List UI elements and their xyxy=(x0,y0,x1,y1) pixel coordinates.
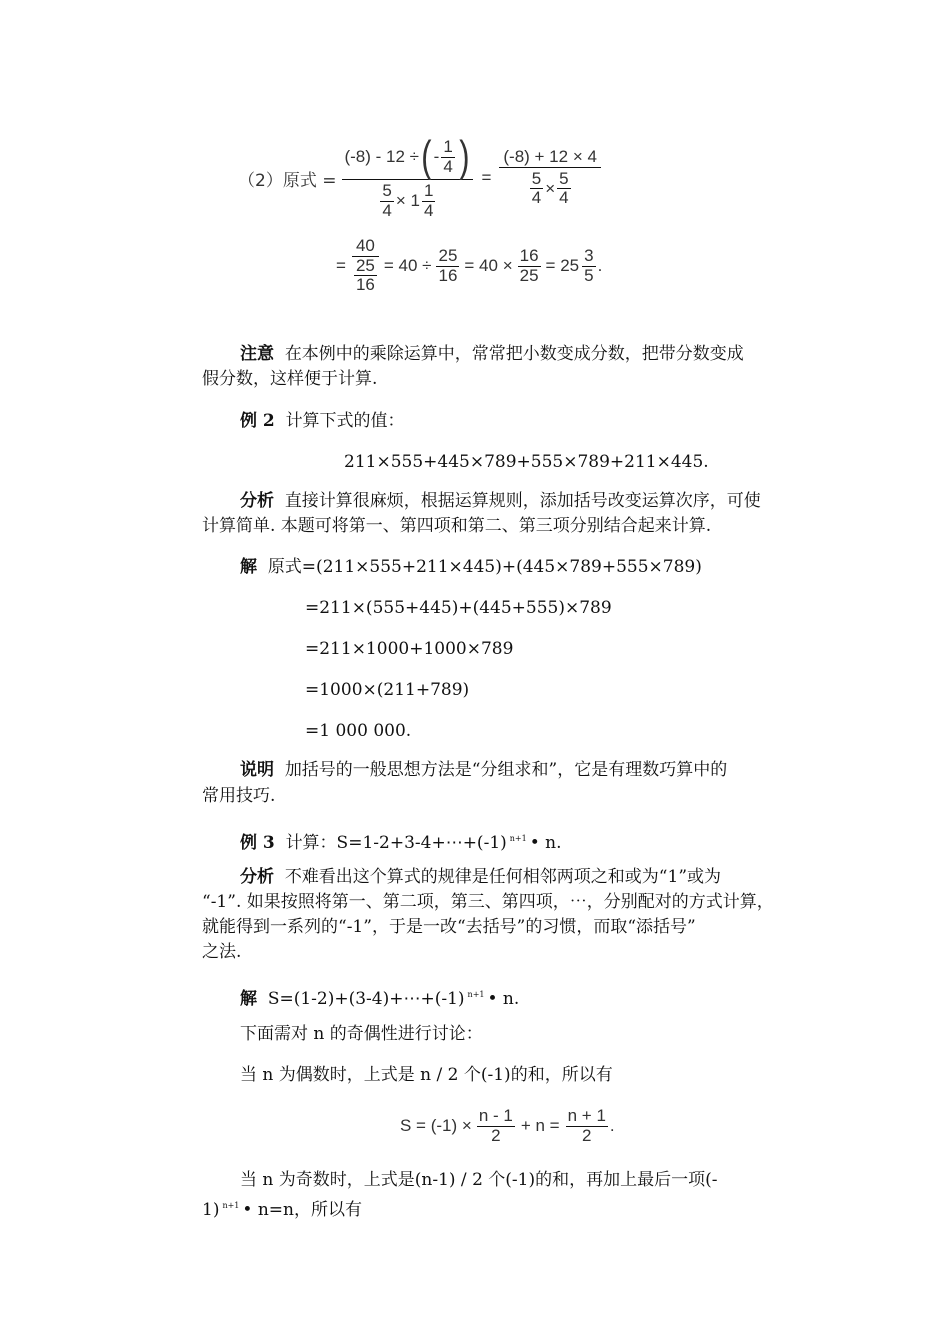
analysis2-line4: 之法. xyxy=(202,942,242,962)
analysis1-line2: 计算简单. 本题可将第一、第四项和第二、第三项分别结合起来计算. xyxy=(202,516,712,536)
analysis2-line2: “-1”. 如果按照将第一、第二项，第三、第四项，⋯，分别配对的方式计算， xyxy=(202,892,774,912)
formula-second: = $\frac{40}{\frac{25}{16}}$ = 40 ÷ $\frac{25}{16}$ = 40 × $\frac{16}{25}$ = 25 $\frac{3}{5}$ . xyxy=(336,235,603,295)
formula-top: （2）原式 = (-8) - 12 ÷ ( - $\frac{1}{4}$ ) $\frac{5}{4}$ × 1 $\frac{1}{4}$ = (-8) + 12 × 4 $\frac{5}{4}$ × $\frac{5}{4}$ xyxy=(238,128,603,228)
compound-fraction: $\frac{40}{\frac{25}{16}}$ xyxy=(352,237,379,295)
remark-paragraph: 说明 加括号的一般思想方法是“分组求和”，它是有理数巧算中的 xyxy=(240,760,728,780)
solution1-line5: =1 000 000. xyxy=(305,721,412,741)
solution2-line: 解 S=(1-2)+(3-4)+⋯+(-1) $^{n+1}$ • n. xyxy=(240,989,520,1009)
solution1-label: 解 xyxy=(240,557,257,577)
odd-case-line1: 当 n 为奇数时，上式是(n-1) / 2 个(-1)的和，再加上最后一项(- xyxy=(240,1170,718,1190)
solution1-line2: =211×(555+445)+(445+555)×789 xyxy=(305,598,612,618)
note-line2: 假分数，这样便于计算. xyxy=(202,369,378,389)
note-paragraph: 注意 在本例中的乘除运算中，常常把小数变成分数，把带分数变成 xyxy=(240,344,744,364)
example2-heading: 例 2 计算下式的值： xyxy=(240,411,405,431)
example2-expression: 211×555+445×789+555×789+211×445. xyxy=(344,452,709,472)
big-fraction-b: (-8) + 12 × 4 $\frac{5}{4}$ × $\frac{5}{4}$ xyxy=(499,148,601,208)
big-fraction-a: (-8) - 12 ÷ ( - $\frac{1}{4}$ ) $\frac{5}{4}$ × 1 $\frac{1}{4}$ xyxy=(342,135,473,220)
small-fraction: $\frac{1}{4}$ xyxy=(443,137,453,176)
solution2-label: 解 xyxy=(240,989,257,1009)
analysis1-label: 分析 xyxy=(240,491,274,511)
solution1-line3: =211×1000+1000×789 xyxy=(305,639,514,659)
remark-label: 说明 xyxy=(240,760,274,780)
solution1-line1: 解 原式=(211×555+211×445)+(445×789+555×789) xyxy=(240,557,702,577)
solution1-line4: =1000×(211+789) xyxy=(305,680,470,700)
small-minus: - xyxy=(433,146,440,166)
example3-label: 例 3 xyxy=(240,833,275,853)
even-case-text: 当 n 为偶数时，上式是 n / 2 个(-1)的和，所以有 xyxy=(240,1065,613,1085)
analysis2-paragraph: 分析 不难看出这个算式的规律是任何相邻两项之和或为“1”或为 xyxy=(240,867,722,887)
example2-label: 例 2 xyxy=(240,411,275,431)
formula-even: S = (-1) × $\frac{n - 1}{2}$ + n = $\frac{n + 1}{2}$ . xyxy=(400,1105,615,1145)
discussion-text: 下面需对 n 的奇偶性进行讨论： xyxy=(240,1024,483,1044)
note-label: 注意 xyxy=(240,344,274,364)
den-a-fraction: $\frac{5}{4}$ xyxy=(382,181,392,220)
analysis2-label: 分析 xyxy=(240,867,274,887)
big-num-a-text: (-8) - 12 ÷ xyxy=(344,146,419,166)
analysis2-line3: 就能得到一系列的“-1”，于是一改“去括号”的习惯，而取“添括号” xyxy=(202,917,696,937)
mixed-fraction: $\frac{1}{4}$ xyxy=(424,181,434,220)
example3-heading: 例 3 计算：S=1-2+3-4+⋯+(-1) $^{n+1}$ • n. xyxy=(240,833,562,853)
formula-prefix: （2）原式 = xyxy=(238,170,337,191)
odd-case-line2: 1) $^{n+1}$ • n=n，所以有 xyxy=(202,1200,362,1220)
remark-line2: 常用技巧. xyxy=(202,786,276,806)
analysis1-paragraph: 分析 直接计算很麻烦，根据运算规则，添加括号改变运算次序，可使 xyxy=(240,491,761,511)
